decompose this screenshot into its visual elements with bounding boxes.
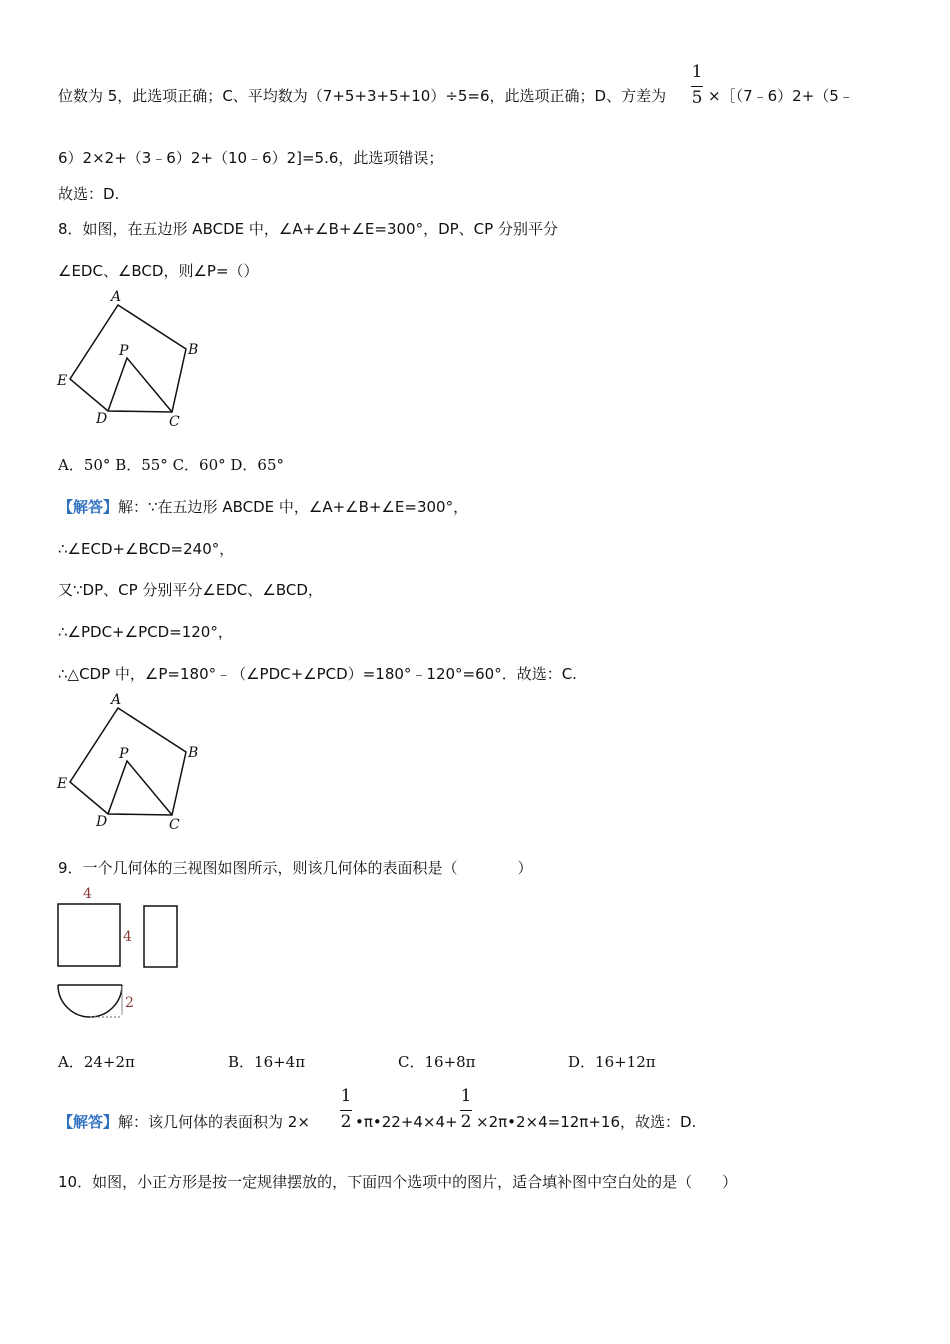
label-P: P [119,746,129,762]
q9-fraction-1 [339,1086,353,1132]
pentagon-figure-2 [50,688,220,833]
q9-fraction-2 [459,1086,473,1132]
q9-sol-a: 解：该几何体的表面积为 2× [118,1113,310,1131]
q8-options: A．50° B．55° C．60° D．65° [58,456,285,474]
q8-sol1: 解：∵在五边形 ABCDE 中，∠A+∠B+∠E=300°， [118,498,469,516]
q8-title2: ∠EDC、∠BCD，则∠P=（） [58,262,259,280]
pentagon-figure-1 [50,285,220,430]
q9-frac2-den: 2 [460,1112,472,1132]
q8-title: 8．如图，在五边形 ABCDE 中，∠A+∠B+∠E=300°，DP、CP 分别平分 [58,220,558,238]
label-B: B [188,745,199,761]
q7-line1b: ×［（7﹣6）2+（5﹣ [708,87,854,105]
q9-frac1-den: 2 [340,1112,352,1132]
q8-sol4: ∴∠PDC+∠PCD=120°， [58,623,233,641]
q8-sol2: ∴∠ECD+∠BCD=240°， [58,540,235,558]
dim-side: 4 [123,929,132,945]
three-view-figure [50,882,200,1027]
label-D: D [96,814,108,830]
label-E: E [57,776,68,792]
q7-line1-text: 位数为 5，此选项正确；C、平均数为（7+5+3+5+10）÷5=6，此选项正确；D、方差为 [58,87,667,105]
q10-title: 10．如图，小正方形是按一定规律摆放的，下面四个选项中的图片，适合填补图中空白处的是（ ） [58,1173,738,1191]
q8-sol3: 又∵DP、CP 分别平分∠EDC、∠BCD， [58,581,323,599]
q8-solution-line1 [58,497,468,517]
q7-line3: 故选：D. [58,185,120,203]
label-A: A [111,692,122,708]
label-C: C [169,414,180,430]
q7-fraction-den: 5 [691,88,703,108]
label-B: B [188,342,199,358]
q9-frac1-num: 1 [340,1086,352,1106]
q7-line2: 6）2×2+（3﹣6）2+（10﹣6）2]=5.6，此选项错误； [58,149,444,167]
answer-tag: 【解答】 [58,498,119,516]
q7-line1 [58,86,666,106]
dim-arc: 2 [125,995,134,1011]
answer-tag: 【解答】 [58,1113,119,1131]
label-P: P [119,343,129,359]
label-D: D [96,411,108,427]
q9-solution [58,1112,310,1132]
dim-top: 4 [83,886,92,902]
q9-frac2-num: 1 [460,1086,472,1106]
q7-fraction [690,62,704,108]
q9-sol-b: •π•22+4×4+ [355,1113,458,1131]
q9-option-a: A．24+2π [58,1053,135,1071]
label-A: A [111,289,122,305]
q8-sol5: ∴△CDP 中，∠P=180°﹣（∠PDC+∠PCD）=180°﹣120°=60°．故选：C. [58,665,577,683]
q9-option-b: B．16+4π [228,1053,306,1071]
q9-option-d: D．16+12π [568,1053,656,1071]
q9-sol-c: ×2π•2×4=12π+16，故选：D. [476,1113,697,1131]
label-C: C [169,817,180,833]
q9-title: 9．一个几何体的三视图如图所示，则该几何体的表面积是（ ） [58,859,533,877]
q9-option-c: C．16+8π [398,1053,476,1071]
label-E: E [57,373,68,389]
q7-fraction-num: 1 [691,62,703,82]
